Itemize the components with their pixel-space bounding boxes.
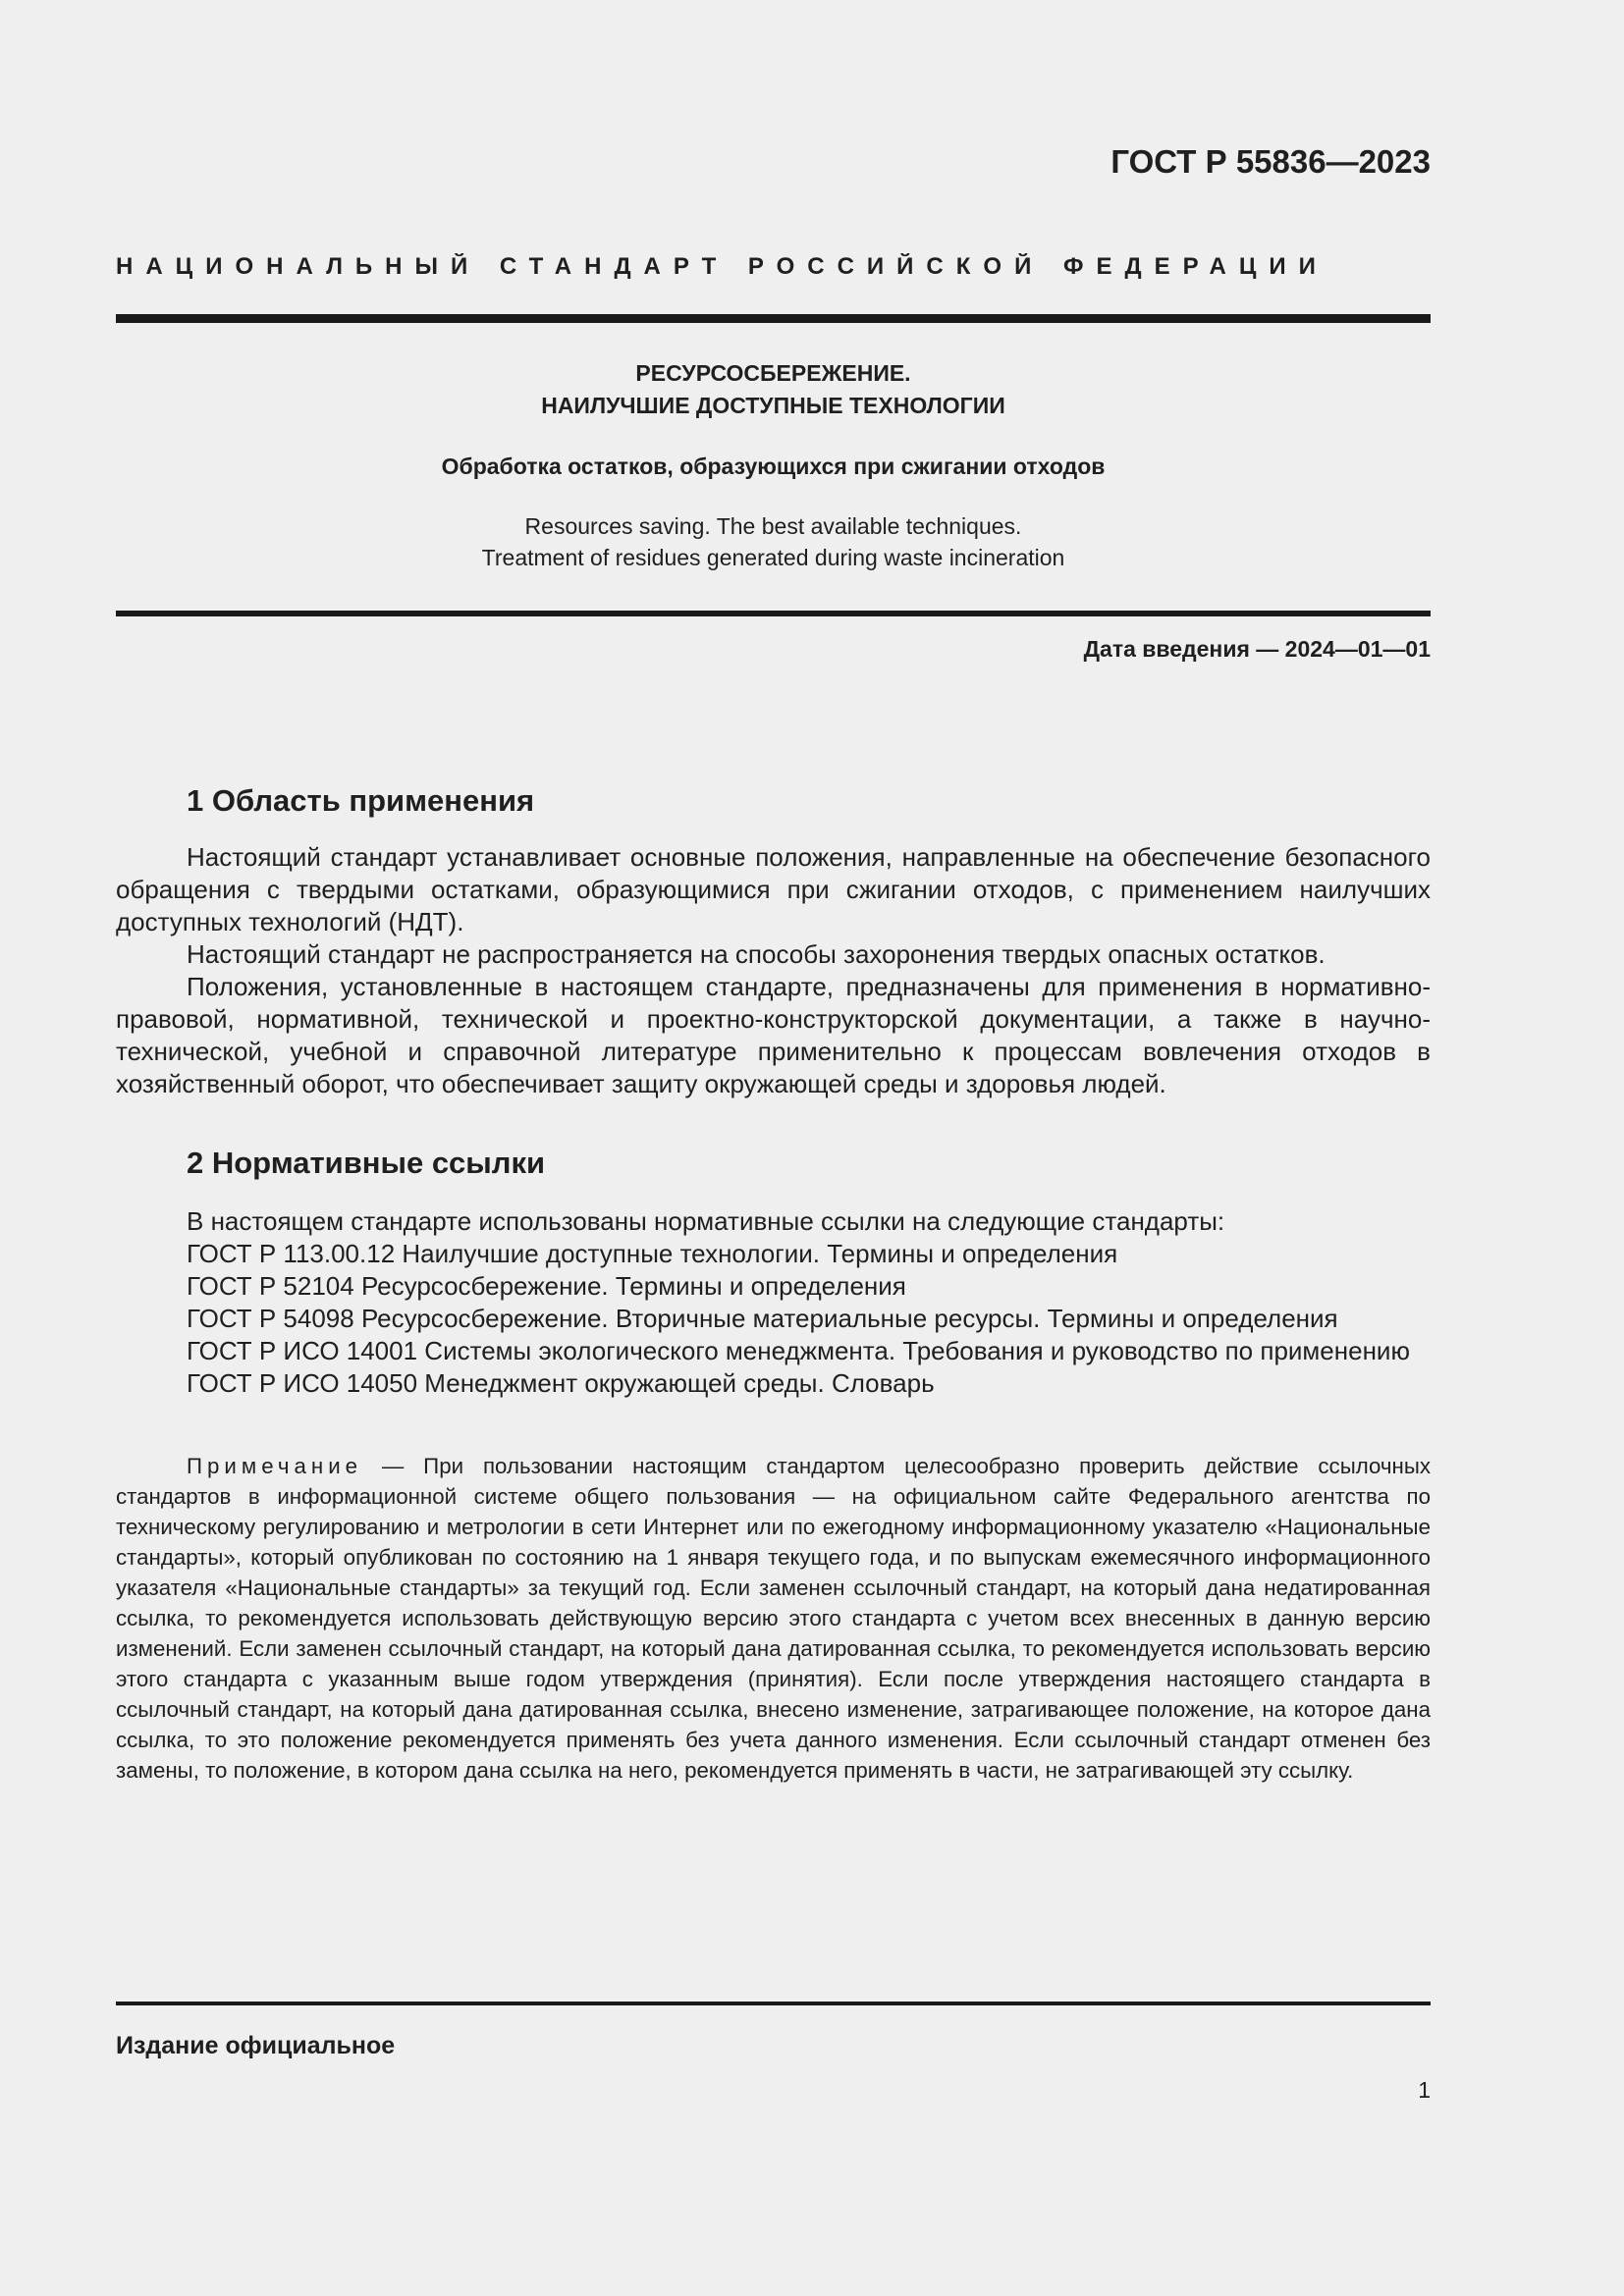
page-number: 1 <box>1418 2077 1431 2103</box>
document-title <box>116 357 1431 422</box>
english-title-line-2: Treatment of residues generated during waste incineration <box>481 545 1065 570</box>
title-line-2: НАИЛУЧШИЕ ДОСТУПНЫЕ ТЕХНОЛОГИИ <box>541 393 1005 418</box>
section-2-note <box>116 1451 1431 1786</box>
section-1-body <box>116 841 1431 1100</box>
reference-item: ГОСТ Р 113.00.12 Наилучшие доступные технологии. Термины и определения <box>187 1239 1118 1268</box>
note-text: — При пользовании настоящим стандартом целесообразно проверить действие ссылочных стандартов в информационной системе общего пользования — на официальном сайте Федерального агентства по техническому регулированию и метрологии в сети Интернет или по ежегодному информационному указателю «Национальные стандарты», который опубликован по состоянию на 1 января текущего года, и по выпускам ежемесячного информационного указателя «Национальные стандарты» за текущий год. Если заменен ссылочный стандарт, на который дана недатированная ссылка, то рекомендуется использовать действующую версию этого стандарта с учетом всех внесенных в данную версию изменений. Если заменен ссылочный стандарт, на который дана датированная ссылка, то рекомендуется использовать версию этого стандарта с указанным выше годом утверждения (принятия). Если после утверждения настоящего стандарта в ссылочный стандарт, на который дана датированная ссылка, внесено изменение, затрагивающее положение, на которое дана ссылка, то это положение рекомендуется применять без учета данного изменения. Если ссылочный стандарт отменен без замены, то положение, в котором дана ссылка на него, рекомендуется применять в части, не затрагивающей эту ссылку. <box>116 1454 1431 1783</box>
national-standard-heading: НАЦИОНАЛЬНЫЙ СТАНДАРТ РОССИЙСКОЙ ФЕДЕРАЦИИ <box>116 253 1328 280</box>
introduction-date-label: Дата введения — <box>1083 636 1279 662</box>
document-subtitle: Обработка остатков, образующихся при сжигании отходов <box>441 454 1106 479</box>
note-label: Примечание <box>187 1454 363 1478</box>
introduction-date-value: 2024—01—01 <box>1284 636 1431 662</box>
footer-rule <box>116 2002 1431 2005</box>
official-edition-label: Издание официальное <box>116 2032 396 2059</box>
section-1-paragraph: Настоящий стандарт не распространяется на способы захоронения твердых опасных остатков. <box>187 939 1326 969</box>
section-1-title: 1 Область применения <box>187 783 535 818</box>
reference-item: ГОСТ Р ИСО 14001 Системы экологического менеджмента. Требования и руководство по применению <box>187 1336 1410 1365</box>
section-2-body <box>116 1205 1431 1400</box>
section-2-title: 2 Нормативные ссылки <box>187 1146 546 1180</box>
english-title <box>116 510 1431 573</box>
title-line-1: РЕСУРСОСБЕРЕЖЕНИЕ. <box>635 360 911 386</box>
section-1-paragraph: Настоящий стандарт устанавливает основные положения, направленные на обеспечение безопасного обращения с твердыми остатками, образующимися при сжигании отходов, с применением наилучших доступных технологий (НДТ). <box>116 842 1431 936</box>
reference-item: ГОСТ Р 52104 Ресурсосбережение. Термины и определения <box>187 1271 906 1301</box>
title-bottom-rule <box>116 611 1431 616</box>
top-rule <box>116 314 1431 323</box>
section-1-paragraph: Положения, установленные в настоящем стандарте, предназначены для применения в нормативно-правовой, нормативной, технической и проектно-конструкторской документации, а также в научно-технической, учебной и справочной литературе применительно к процессам вовлечения отходов в хозяйственный оборот, что обеспечивает защиту окружающей среды и здоровья людей. <box>116 972 1431 1098</box>
reference-item: ГОСТ Р ИСО 14050 Менеджмент окружающей среды. Словарь <box>187 1368 935 1398</box>
standard-code: ГОСТ Р 55836—2023 <box>1110 143 1431 180</box>
section-2-paragraph: В настоящем стандарте использованы нормативные ссылки на следующие стандарты: <box>187 1206 1225 1236</box>
reference-item: ГОСТ Р 54098 Ресурсосбережение. Вторичные материальные ресурсы. Термины и определения <box>187 1304 1338 1333</box>
english-title-line-1: Resources saving. The best available techniques. <box>524 513 1022 539</box>
introduction-date <box>116 636 1431 663</box>
